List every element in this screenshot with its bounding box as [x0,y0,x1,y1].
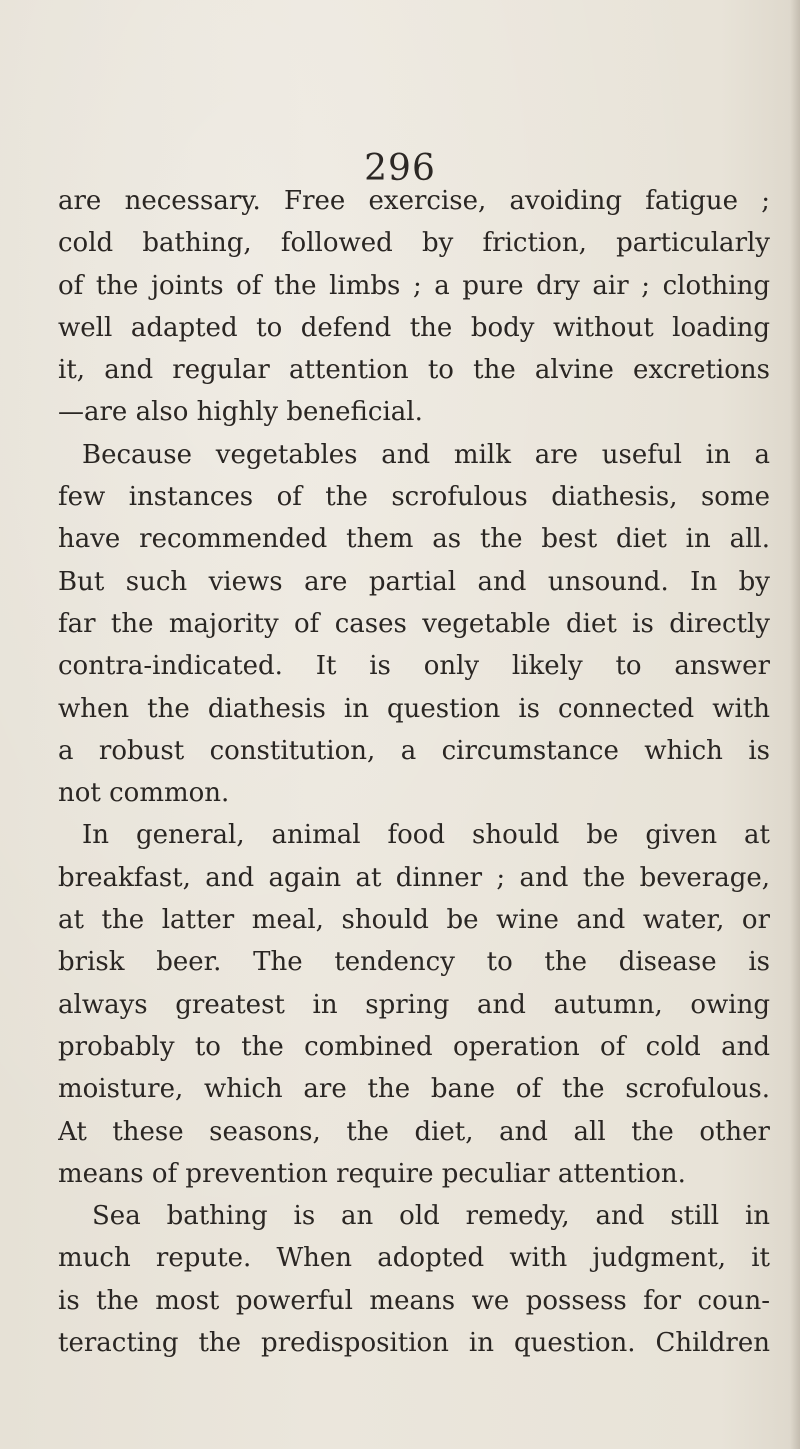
page-edge-shadow [790,0,800,1449]
text-line: —are also highly beneficial. [58,397,423,428]
page-number: 296 [364,148,436,189]
text-line: teracting the predisposition in question. Children [58,1328,770,1359]
text-line: few instances of the scrofulous diathesis, some [58,482,770,513]
text-line: always greatest in spring and autumn, owing [58,989,770,1020]
text-line: of the joints of the limbs ; a pure dry air ; clothing [58,270,770,301]
text-line: contra-indicated. It is only likely to answer [58,651,770,682]
text-line: probably to the combined operation of cold and [58,1031,770,1062]
text-line: are necessary. Free exercise, avoiding fatigue ; [58,186,770,216]
text-line: not common. [58,778,230,809]
text-line: cold bathing, followed by friction, particularly [58,228,770,259]
text-line: when the diathesis in question is connected with [58,693,770,724]
paragraph-start-line: Because vegetables and milk are useful in a [82,439,770,470]
text-line: But such views are partial and unsound. In by [58,566,770,597]
text-line: have recommended them as the best diet in all. [58,524,770,555]
text-line: At these seasons, the diet, and all the other [58,1116,770,1147]
text-line: a robust constitution, a circumstance which is [58,735,770,766]
text-line: brisk beer. The tendency to the disease is [58,947,770,978]
text-line: moisture, which are the bane of the scrofulous. [58,1074,770,1105]
text-line: well adapted to defend the body without loading [58,312,770,343]
text-line: is the most powerful means we possess for coun- [58,1285,770,1316]
paragraph-start-line: Sea bathing is an old remedy, and still in [92,1201,770,1232]
text-line: far the majority of cases vegetable diet is directly [58,608,770,639]
text-line: at the latter meal, should be wine and water, or [58,905,770,936]
text-line: breakfast, and again at dinner ; and the beverage, [58,862,770,893]
text-line: means of prevention require peculiar attention. [58,1158,686,1189]
body-text [58,180,770,1364]
paragraph-start-line: In general, animal food should be given at [82,820,770,851]
text-line: much repute. When adopted with judgment, it [58,1243,770,1274]
text-line: it, and regular attention to the alvine excretions [58,355,770,386]
